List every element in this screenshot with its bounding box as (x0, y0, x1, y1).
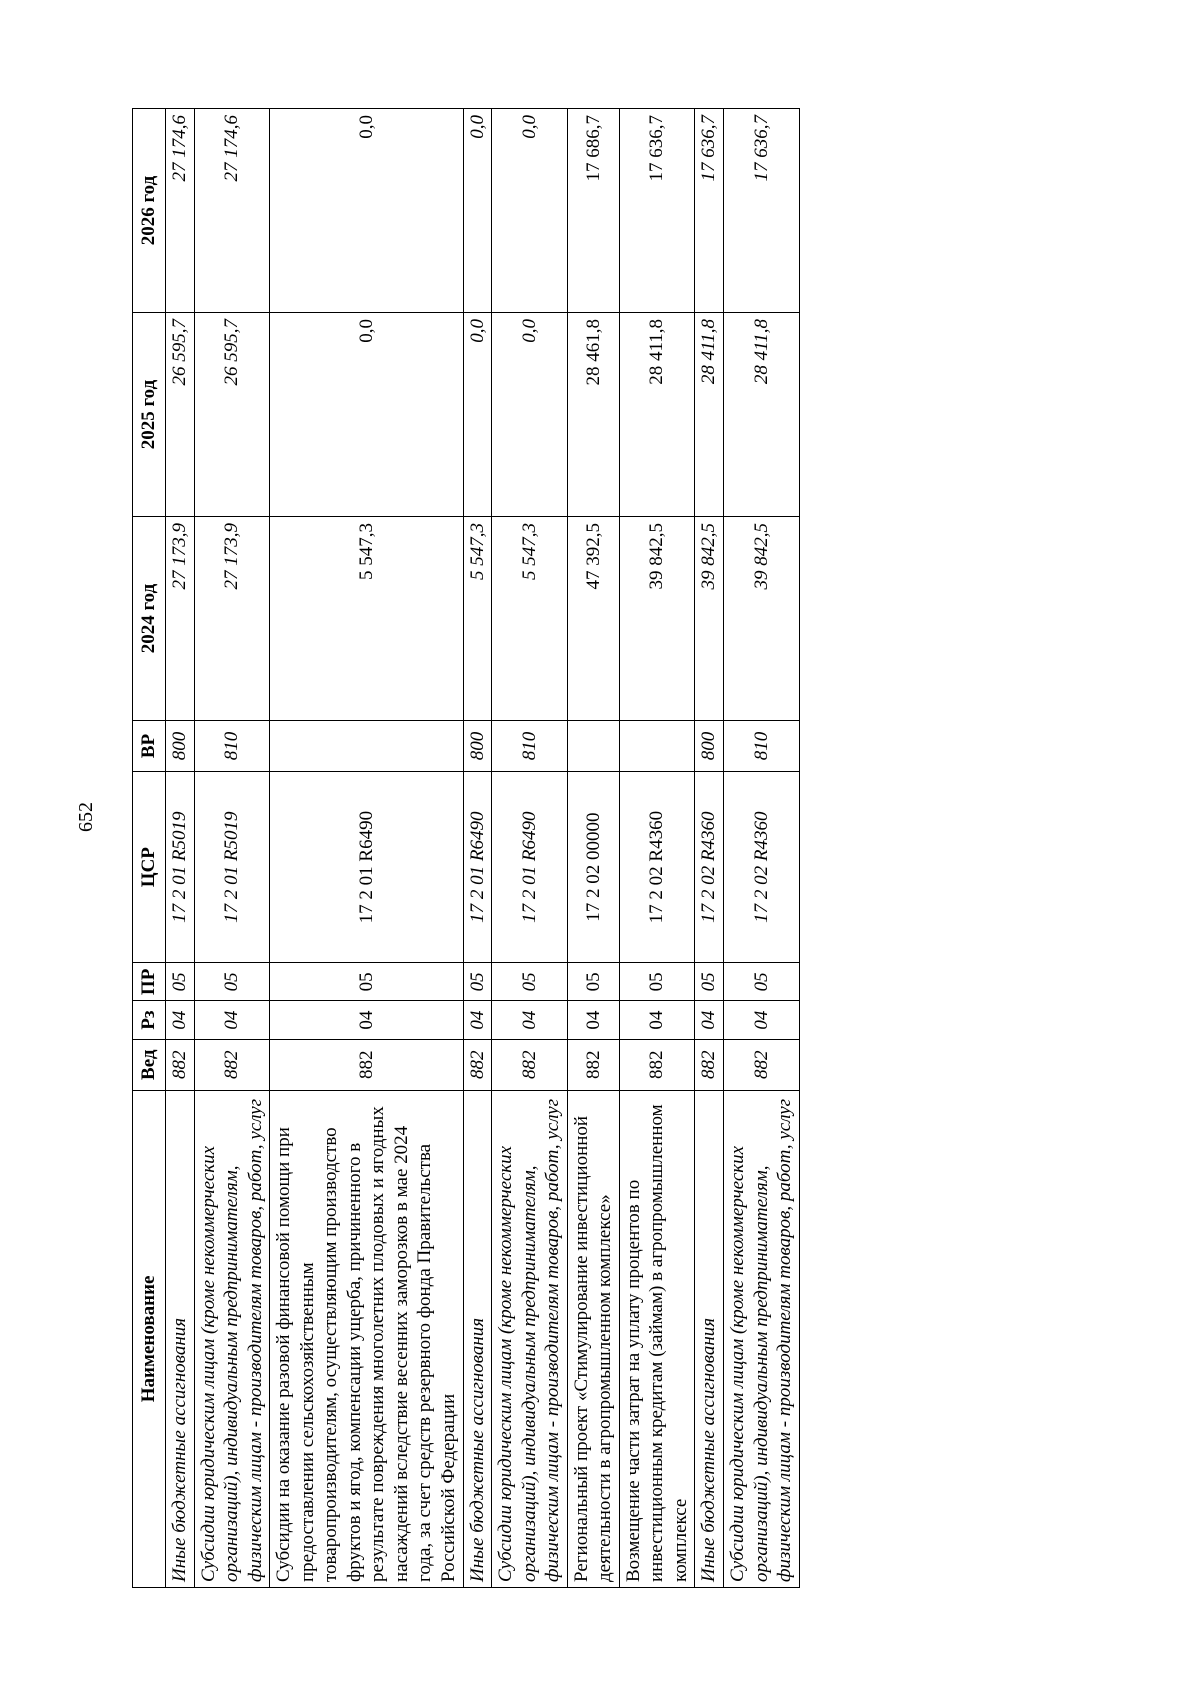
cell-y2025: 26 595,7 (194, 313, 270, 517)
cell-csr: 17 2 02 00000 (567, 772, 619, 963)
cell-y2026: 0,0 (270, 109, 463, 313)
cell-pr: 05 (619, 963, 695, 1001)
cell-y2025: 26 595,7 (166, 313, 195, 517)
cell-y2025: 28 411,8 (695, 313, 724, 517)
cell-y2025: 28 411,8 (619, 313, 695, 517)
cell-y2026: 27 174,6 (166, 109, 195, 313)
table-row (695, 109, 724, 1588)
cell-y2024: 39 842,5 (724, 517, 800, 721)
cell-y2024: 47 392,5 (567, 517, 619, 721)
header-name: Наименование (133, 1090, 166, 1587)
cell-vr: 810 (724, 721, 800, 772)
cell-vr: 810 (194, 721, 270, 772)
header-2024: 2024 год (133, 517, 166, 721)
cell-rz: 04 (194, 1001, 270, 1039)
cell-ved: 882 (619, 1039, 695, 1090)
cell-name: Иные бюджетные ассигнования (463, 1090, 492, 1587)
cell-pr: 05 (270, 963, 463, 1001)
header-csr: ЦСР (133, 772, 166, 963)
cell-y2025: 28 411,8 (724, 313, 800, 517)
table-row (619, 109, 695, 1588)
header-ved: Вед (133, 1039, 166, 1090)
cell-y2026: 0,0 (463, 109, 492, 313)
cell-vr: 800 (463, 721, 492, 772)
cell-name: Субсидии юридическим лицам (кроме некоммерческих организаций), индивидуальным предпринимателям, физическим лицам - производителям товаров, работ, услуг (194, 1090, 270, 1587)
cell-y2026: 0,0 (492, 109, 568, 313)
table-row (166, 109, 195, 1588)
table-row (463, 109, 492, 1588)
header-vr: ВР (133, 721, 166, 772)
cell-name: Субсидии юридическим лицам (кроме некоммерческих организаций), индивидуальным предпринимателям, физическим лицам - производителям товаров, работ, услуг (492, 1090, 568, 1587)
cell-rz: 04 (724, 1001, 800, 1039)
cell-rz: 04 (492, 1001, 568, 1039)
cell-pr: 05 (194, 963, 270, 1001)
cell-rz: 04 (166, 1001, 195, 1039)
table-row (270, 109, 463, 1588)
rotated-table-container (132, 108, 1008, 1588)
cell-pr: 05 (166, 963, 195, 1001)
cell-csr: 17 2 01 R5019 (166, 772, 195, 963)
cell-y2025: 0,0 (492, 313, 568, 517)
cell-csr: 17 2 01 R5019 (194, 772, 270, 963)
cell-pr: 05 (695, 963, 724, 1001)
cell-y2024: 27 173,9 (194, 517, 270, 721)
cell-y2024: 39 842,5 (619, 517, 695, 721)
table-body (166, 109, 800, 1588)
cell-ved: 882 (724, 1039, 800, 1090)
cell-y2025: 28 461,8 (567, 313, 619, 517)
cell-vr (619, 721, 695, 772)
cell-ved: 882 (567, 1039, 619, 1090)
cell-rz: 04 (270, 1001, 463, 1039)
cell-ved: 882 (166, 1039, 195, 1090)
cell-ved: 882 (492, 1039, 568, 1090)
table-row (194, 109, 270, 1588)
cell-csr: 17 2 01 R6490 (463, 772, 492, 963)
cell-name: Региональный проект «Стимулирование инвестиционной деятельности в агропромышленном комплексе» (567, 1090, 619, 1587)
cell-ved: 882 (463, 1039, 492, 1090)
table-header-row (133, 109, 166, 1588)
cell-pr: 05 (567, 963, 619, 1001)
cell-ved: 882 (270, 1039, 463, 1090)
cell-rz: 04 (567, 1001, 619, 1039)
cell-vr (567, 721, 619, 772)
cell-y2026: 27 174,6 (194, 109, 270, 313)
cell-y2025: 0,0 (270, 313, 463, 517)
header-pr: ПР (133, 963, 166, 1001)
cell-csr: 17 2 01 R6490 (492, 772, 568, 963)
cell-csr: 17 2 01 R6490 (270, 772, 463, 963)
cell-y2026: 17 636,7 (695, 109, 724, 313)
page-number: 652 (75, 802, 97, 832)
cell-csr: 17 2 02 R4360 (695, 772, 724, 963)
cell-y2026: 17 636,7 (724, 109, 800, 313)
cell-csr: 17 2 02 R4360 (724, 772, 800, 963)
cell-name: Субсидии юридическим лицам (кроме некоммерческих организаций), индивидуальным предпринимателям, физическим лицам - производителям товаров, работ, услуг (724, 1090, 800, 1587)
cell-y2024: 5 547,3 (492, 517, 568, 721)
cell-rz: 04 (463, 1001, 492, 1039)
cell-name: Субсидии на оказание разовой финансовой помощи при предоставлении сельскохозяйственным товаропроизводителям, осуществляющим производство фруктов и ягод, компенсации ущерба, причиненного в результате повреждения многолетних плодовых и ягодных насаждений вследствие весенних заморозков в мае 2024 года, за счет средств резервного фонда Правительства Российской Федерации (270, 1090, 463, 1587)
cell-name: Иные бюджетные ассигнования (166, 1090, 195, 1587)
cell-pr: 05 (724, 963, 800, 1001)
cell-ved: 882 (695, 1039, 724, 1090)
cell-y2024: 5 547,3 (463, 517, 492, 721)
cell-y2026: 17 686,7 (567, 109, 619, 313)
cell-y2024: 5 547,3 (270, 517, 463, 721)
cell-vr: 800 (166, 721, 195, 772)
cell-y2025: 0,0 (463, 313, 492, 517)
cell-y2024: 27 173,9 (166, 517, 195, 721)
cell-name: Иные бюджетные ассигнования (695, 1090, 724, 1587)
cell-rz: 04 (619, 1001, 695, 1039)
header-2025: 2025 год (133, 313, 166, 517)
cell-y2024: 39 842,5 (695, 517, 724, 721)
cell-csr: 17 2 02 R4360 (619, 772, 695, 963)
table-row (724, 109, 800, 1588)
cell-ved: 882 (194, 1039, 270, 1090)
cell-name: Возмещение части затрат на уплату процентов по инвестиционным кредитам (займам) в агропромышленном комплексе (619, 1090, 695, 1587)
header-rz: Рз (133, 1001, 166, 1039)
cell-vr: 800 (695, 721, 724, 772)
header-2026: 2026 год (133, 109, 166, 313)
cell-pr: 05 (492, 963, 568, 1001)
cell-vr: 810 (492, 721, 568, 772)
table-row (492, 109, 568, 1588)
cell-rz: 04 (695, 1001, 724, 1039)
cell-vr (270, 721, 463, 772)
cell-y2026: 17 636,7 (619, 109, 695, 313)
table-row (567, 109, 619, 1588)
cell-pr: 05 (463, 963, 492, 1001)
budget-table (132, 108, 800, 1588)
